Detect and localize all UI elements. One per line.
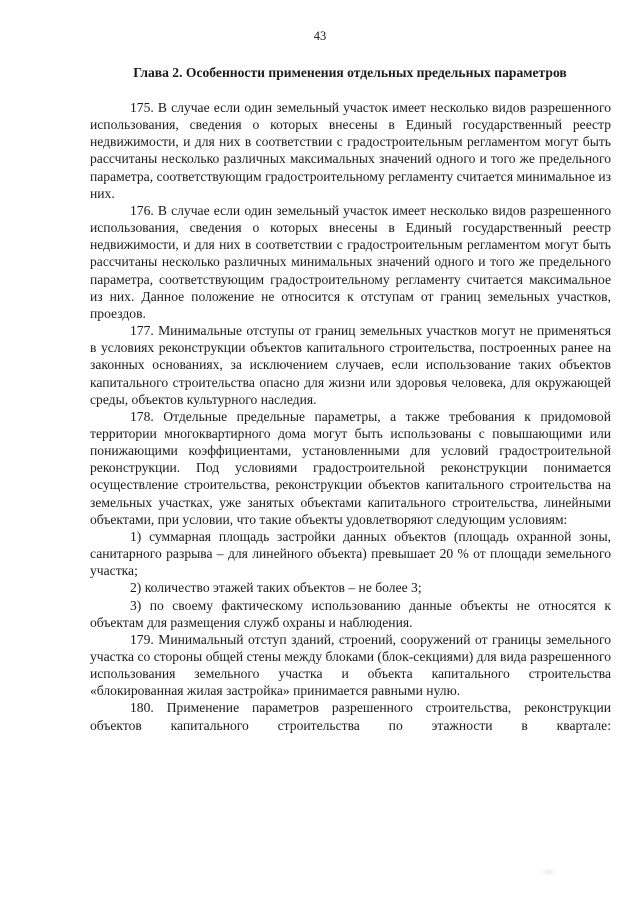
paragraph-176: 176. В случае если один земельный участок имеет несколько видов разрешенного использования, сведения о которых внесены в Единый государственный реестр недвижимости, и для них в соответствии с градостроительным регламентом могут быть рассчитаны несколько различных минимальных значений одного и того же предельного параметра, соответствующим градостроительному регламенту считается максимальное из них. Данное положение не относится к отступам от границ земельных участков, проездов. — [90, 202, 611, 321]
paragraph-178: 178. Отдельные предельные параметры, а также требования к придомовой территории многоквартирного дома могут быть использованы с повышающими или понижающими коэффициентами, установленными для условий градостроительной реконструкции. Под условиями градостроительной реконструкции понимается осуществление строительства, реконструкции объектов капитального строительства на земельных участках, уже занятых объектами капитального строительства, линейными объектами, при условии, что такие объекты удовлетворяют следующим условиям: — [90, 408, 611, 527]
list-item-1: 1) суммарная площадь застройки данных объектов (площадь охранной зоны, санитарного разрыва – для линейного объекта) превышает 20 % от площади земельного участка; — [90, 528, 611, 579]
list-item-3: 3) по своему фактическому использованию данные объекты не относятся к объектам для размещения служб охраны и наблюдения. — [90, 597, 611, 630]
list-item-2: 2) количество этажей таких объектов – не более 3; — [130, 580, 422, 596]
paragraph-177: 177. Минимальные отступы от границ земельных участков могут не применяться в условиях реконструкции объектов капитального строительства, построенных ранее на законных основаниях, за исключением случаев, если использование таких объектов капитального строительства опасно для жизни или здоровья человека, для окружающей среды, объектов культурного наследия. — [90, 323, 611, 407]
paragraph-175: 175. В случае если один земельный участок имеет несколько видов разрешенного использования, сведения о которых внесены в Единый государственный реестр недвижимости, и для них в соответствии с градостроительным регламентом могут быть рассчитаны несколько различных максимальных значений одного и того же предельного параметра, соответствующим градостроительному регламенту считается минимальное из них. — [90, 100, 611, 201]
scan-artifact — [540, 868, 558, 876]
body-text — [90, 99, 611, 734]
paragraph-180: 180. Применение параметров разрешенного строительства, реконструкции объектов капитального строительства по этажности в квартале: — [90, 700, 611, 733]
chapter-title: Глава 2. Особенности применения отдельных предельных параметров — [133, 65, 567, 80]
paragraph-179: 179. Минимальный отступ зданий, строений, сооружений от границы земельного участка со стороны общей стены между блоками (блок-секциями) для вида разрешенного использования земельного участка и объекта капитального строительства «блокированная жилая застройка» принимается равными нулю. — [90, 631, 611, 699]
page-number: 43 — [313, 29, 327, 43]
